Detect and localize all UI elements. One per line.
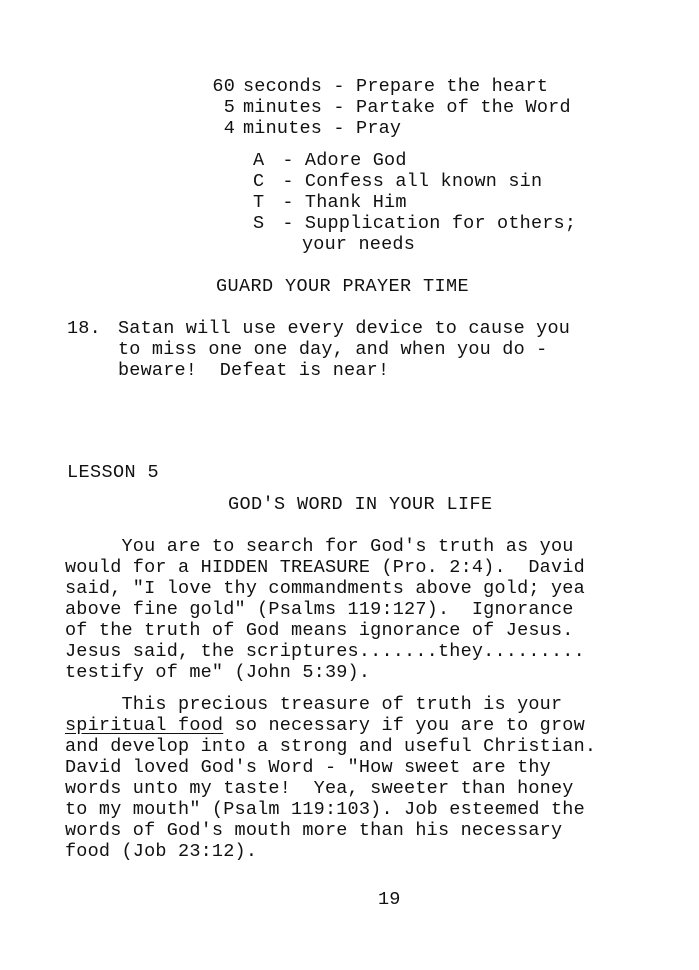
acts-line-s xyxy=(253,213,576,234)
paragraph-2-line: to my mouth" (Psalm 119:103). Job esteemed the xyxy=(65,799,585,820)
schedule-amount: 60 xyxy=(212,76,235,97)
paragraph-2-line: David loved God's Word - "How sweet are thy xyxy=(65,757,551,778)
acts-letter: T xyxy=(253,192,265,213)
schedule-text: minutes - Partake of the Word xyxy=(243,97,571,118)
point-18-line-2: to miss one one day, and when you do - xyxy=(118,339,548,360)
paragraph-2-line xyxy=(65,715,585,736)
acts-letter: C xyxy=(253,171,265,192)
acts-text: - Supplication for others; xyxy=(282,213,577,234)
schedule-amount: 4 xyxy=(223,118,235,139)
paragraph-1-line: above fine gold" (Psalms 119:127). Ignorance xyxy=(65,599,574,620)
paragraph-1-line: testify of me" (John 5:39). xyxy=(65,662,371,683)
paragraph-2-line: and develop into a strong and useful Christian. xyxy=(65,736,597,757)
schedule-text: seconds - Prepare the heart xyxy=(243,76,549,97)
acts-text: - Confess all known sin xyxy=(282,171,543,192)
acts-letter: S xyxy=(253,213,265,234)
acts-letter: A xyxy=(253,150,265,171)
point-18-number: 18. xyxy=(67,318,101,339)
acts-continuation: your needs xyxy=(302,234,416,255)
spiritual-food-underlined: spiritual food xyxy=(65,715,224,736)
paragraph-2-line: words of God's mouth more than his necessary xyxy=(65,820,563,841)
lesson-label: LESSON 5 xyxy=(67,462,160,483)
point-18-line-3: beware! Defeat is near! xyxy=(118,360,390,381)
acts-text: - Thank Him xyxy=(282,192,407,213)
acts-text: - Adore God xyxy=(282,150,407,171)
paragraph-2-line: This precious treasure of truth is your xyxy=(65,694,563,715)
paragraph-1-line: would for a HIDDEN TREASURE (Pro. 2:4). David xyxy=(65,557,585,578)
lesson-title: GOD'S WORD IN YOUR LIFE xyxy=(228,494,493,515)
schedule-text: minutes - Pray xyxy=(243,118,402,139)
guard-heading: GUARD YOUR PRAYER TIME xyxy=(216,276,470,297)
paragraph-1-line: Jesus said, the scriptures.......they......... xyxy=(65,641,585,662)
schedule-line-2 xyxy=(205,97,571,118)
paragraph-1-line: You are to search for God's truth as you xyxy=(65,536,574,557)
page-number: 19 xyxy=(378,889,401,910)
acts-line-a xyxy=(253,150,407,171)
point-18-line-1: Satan will use every device to cause you xyxy=(118,318,571,339)
paragraph-2-line: words unto my taste! Yea, sweeter than honey xyxy=(65,778,574,799)
acts-line-t xyxy=(253,192,407,213)
paragraph-1-line: of the truth of God means ignorance of Jesus. xyxy=(65,620,574,641)
paragraph-1-line: said, "I love thy commandments above gold; yea xyxy=(65,578,585,599)
acts-line-c xyxy=(253,171,542,192)
paragraph-2-line: food (Job 23:12). xyxy=(65,841,258,862)
paragraph-2-line-tail: so necessary if you are to grow xyxy=(223,715,585,736)
schedule-line-1 xyxy=(205,76,548,97)
schedule-line-3 xyxy=(205,118,401,139)
schedule-amount: 5 xyxy=(223,97,235,118)
